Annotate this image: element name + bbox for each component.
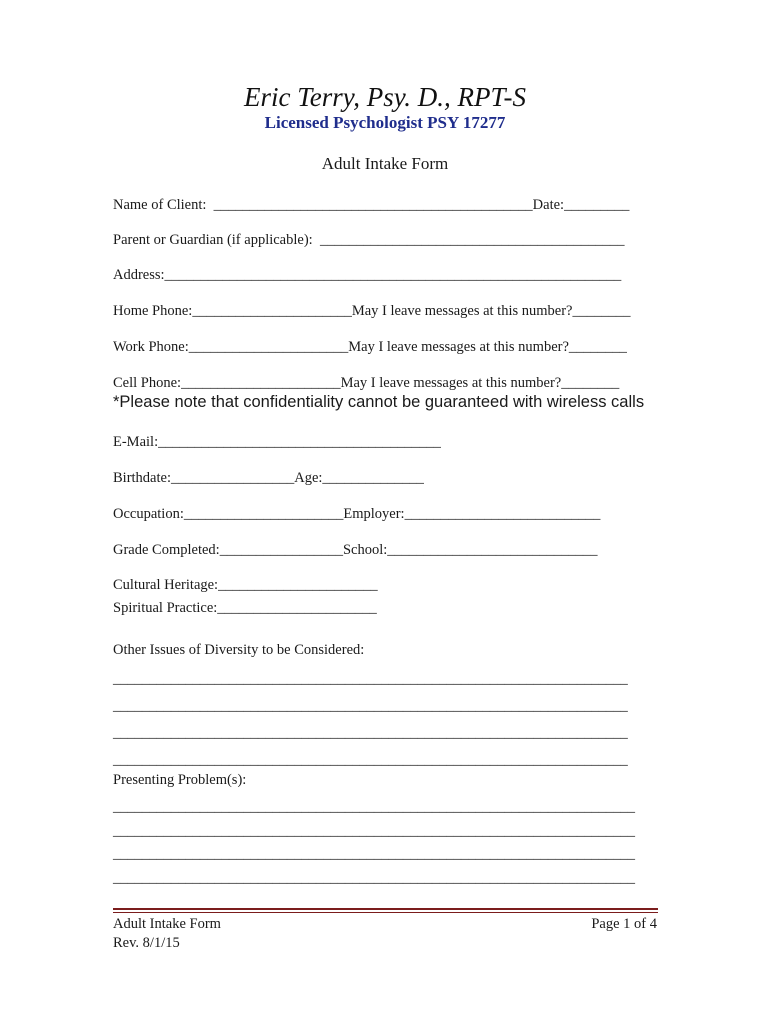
presenting-problems-line[interactable]: ________________________________________________________________________ bbox=[113, 846, 635, 862]
page-title: Eric Terry, Psy. D., RPT-S bbox=[244, 82, 526, 112]
email-field[interactable]: E-Mail:_______________________________________ bbox=[113, 434, 441, 450]
work-phone-field[interactable]: Work Phone:______________________May I leave messages at this number?________ bbox=[113, 339, 627, 355]
grade-school-field[interactable]: Grade Completed:_________________School:_____________________________ bbox=[113, 542, 598, 558]
diversity-line[interactable]: _______________________________________________________________________ bbox=[113, 671, 628, 687]
presenting-problems-label: Presenting Problem(s): bbox=[113, 772, 247, 788]
diversity-line[interactable]: _______________________________________________________________________ bbox=[113, 698, 628, 714]
parent-guardian-field[interactable]: Parent or Guardian (if applicable): __________________________________________ bbox=[113, 232, 625, 248]
license-subtitle: Licensed Psychologist PSY 17277 bbox=[264, 113, 506, 132]
footer-rule bbox=[113, 908, 658, 910]
occupation-employer-field[interactable]: Occupation:______________________Employer:___________________________ bbox=[113, 506, 601, 522]
birthdate-age-field[interactable]: Birthdate:_________________Age:______________ bbox=[113, 470, 424, 486]
cell-phone-field[interactable]: Cell Phone:______________________May I leave messages at this number?________ bbox=[113, 375, 620, 391]
name-of-client-field[interactable]: Name of Client: ____________________________________________Date:_________ bbox=[113, 197, 630, 213]
presenting-problems-line[interactable]: ________________________________________________________________________ bbox=[113, 823, 635, 839]
presenting-problems-line[interactable]: ________________________________________________________________________ bbox=[113, 870, 635, 886]
diversity-label: Other Issues of Diversity to be Considered: bbox=[113, 642, 365, 658]
footer-page-number: Page 1 of 4 bbox=[591, 916, 657, 932]
diversity-line[interactable]: _______________________________________________________________________ bbox=[113, 752, 628, 768]
spiritual-practice-field[interactable]: Spiritual Practice:______________________ bbox=[113, 600, 377, 616]
presenting-problems-line[interactable]: ________________________________________________________________________ bbox=[113, 799, 635, 815]
address-field[interactable]: Address:_______________________________________________________________ bbox=[113, 267, 622, 283]
form-title: Adult Intake Form bbox=[321, 154, 449, 173]
home-phone-field[interactable]: Home Phone:______________________May I leave messages at this number?________ bbox=[113, 303, 631, 319]
cultural-heritage-field[interactable]: Cultural Heritage:______________________ bbox=[113, 577, 378, 593]
wireless-notice: *Please note that confidentiality cannot be guaranteed with wireless calls bbox=[113, 393, 645, 411]
footer-revision: Rev. 8/1/15 bbox=[113, 935, 180, 951]
footer-form-name: Adult Intake Form bbox=[113, 916, 221, 932]
footer-rule-thin bbox=[113, 912, 658, 913]
diversity-line[interactable]: _______________________________________________________________________ bbox=[113, 725, 628, 741]
